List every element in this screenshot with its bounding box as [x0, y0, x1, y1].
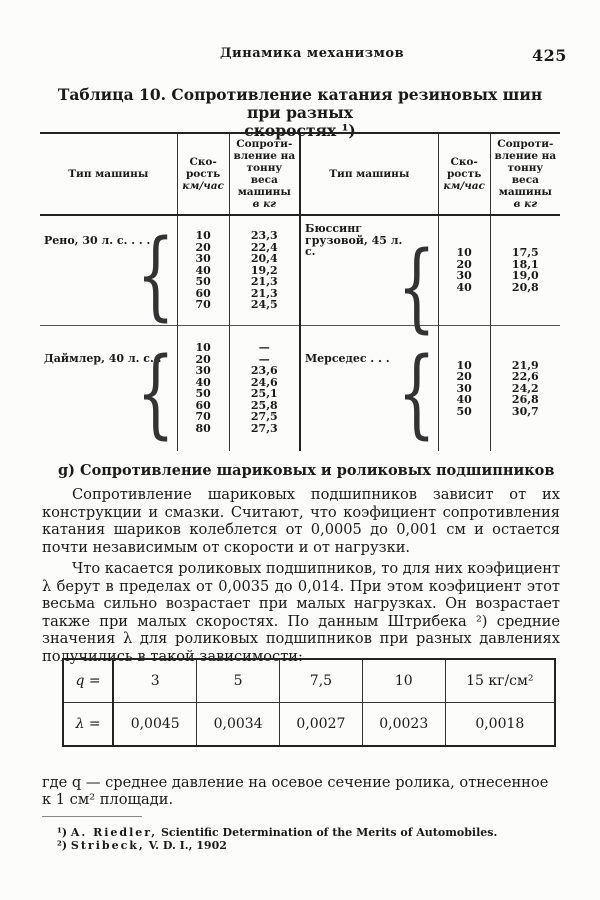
lambda-cell: 0,0018 [445, 703, 555, 747]
q-cell: 5 [197, 659, 280, 703]
resistance-values [490, 325, 560, 451]
cell: 20 [195, 352, 211, 366]
cell: 25,1 [250, 387, 278, 401]
cell: 30 [456, 381, 472, 395]
cell: 19,2 [250, 263, 278, 277]
speed-values [438, 325, 490, 451]
cell: 20,4 [250, 252, 278, 265]
cell: 50 [456, 404, 472, 418]
footnote: ²) Stribeck, V. D. I., 1902 [57, 839, 227, 852]
lambda-cell: 0,0034 [197, 703, 280, 747]
cell: 30 [195, 364, 211, 378]
cell: 40 [456, 280, 472, 294]
brace-icon: { [136, 338, 175, 450]
footnotes [57, 826, 497, 852]
cell: — [258, 341, 270, 355]
cell: 22,4 [250, 240, 278, 254]
cell: 20 [195, 240, 211, 254]
cell: 50 [195, 275, 211, 288]
cell: 19,0 [511, 269, 539, 283]
tire-resistance-table [40, 132, 560, 451]
q-cell: 10 [362, 659, 445, 703]
q-cell: 3 [113, 659, 197, 703]
table-header-row: Тип машины Ско-рость км/час Сопроти-вление на тонну веса машины в кг Тип машины Ско-рость км/час Сопроти-вление на тонну веса машины в кг [40, 133, 560, 215]
cell: 23,3 [250, 229, 278, 242]
cell: 24,6 [250, 375, 278, 389]
table-title: Таблица 10. Сопротивление катания резиновых шин при разных скоростях ¹) [57, 85, 543, 140]
q-cell: 15 кг/см² [445, 659, 555, 703]
cell: 25,8 [250, 398, 278, 412]
paragraph: Сопротивление шариковых подшипников зависит от их конструкции и смазки. Считают, что коэфициент сопротивления катания шариков колеблется от 0,0005 до 0,001 см и остается почти независимым от скорости и от нагрузки. [42, 486, 560, 556]
speed-values [177, 215, 229, 325]
q-cell: 7,5 [280, 659, 363, 703]
cell: 30 [456, 269, 472, 283]
cell: 20 [456, 257, 472, 271]
cell: 22,6 [511, 370, 539, 383]
cell: — [258, 352, 270, 366]
cell: 21,3 [250, 286, 278, 300]
section-heading: g) Сопротивление шариковых и роликовых подшипников [58, 462, 555, 479]
table-row [40, 325, 560, 451]
speed-values [438, 215, 490, 325]
machine-type: Мерседес . . . { [300, 325, 438, 451]
cell: 18,1 [511, 257, 539, 271]
cell: 70 [195, 298, 211, 311]
paragraph: Что касается роликовых подшипников, то для них коэфициент λ берут в пределах от 0,0035 до 0,014. При этом коэфициент этот весьма сильно возрастает при малых нагрузках. Он возрастает также при малых скоростях. По данным Штрибека ²) средние значения λ для роликовых подшипников при разных давлениях получились в такой зависимости: [42, 560, 561, 665]
lambda-cell: 0,0045 [113, 703, 197, 747]
speed-values [177, 325, 229, 451]
cell: 10 [195, 341, 211, 355]
cell: 27,5 [250, 410, 278, 424]
cell: 60 [195, 398, 211, 412]
cell: 40 [195, 263, 211, 277]
cell: 40 [456, 393, 472, 406]
lambda-row: λ = 0,0045 0,0034 0,0027 0,0023 0,0018 [63, 703, 555, 747]
cell: 21,3 [250, 275, 278, 288]
cell: 30 [195, 252, 211, 265]
lambda-cell: 0,0023 [362, 703, 445, 747]
running-title: Динамика механизмов [220, 46, 405, 61]
brace-icon: { [136, 220, 175, 332]
page-number: 425 [532, 46, 567, 65]
brace-icon: { [397, 338, 436, 450]
roller-bearing-table [62, 658, 556, 747]
cell: 17,5 [511, 246, 539, 260]
cell: 24,5 [250, 298, 278, 311]
brace-icon: { [397, 231, 436, 344]
cell: 24,2 [511, 381, 539, 395]
machine-type: Даймлер, 40 л. с. . { [40, 325, 177, 451]
cell: 40 [195, 375, 211, 389]
lambda-cell: 0,0027 [280, 703, 363, 747]
cell: 10 [456, 246, 472, 260]
cell: 20,8 [511, 280, 539, 294]
resistance-values [490, 215, 560, 325]
cell: 26,8 [511, 393, 539, 406]
cell: 70 [195, 410, 211, 424]
footnote-rule [42, 816, 142, 817]
footnote: ¹) A. Riedler, Scientific Determination of the Merits of Automobiles. [57, 826, 498, 839]
body-text [42, 486, 560, 665]
cell: 30,7 [511, 404, 539, 418]
cell: 23,6 [250, 364, 278, 378]
resistance-values [229, 325, 300, 451]
q-row: q = 3 5 7,5 10 15 кг/см² [63, 659, 555, 703]
cell: 60 [195, 286, 211, 300]
machine-type: Бюссинг грузовой, 45 л. с. { [300, 215, 438, 325]
cell: 27,3 [250, 421, 278, 435]
cell: 10 [195, 229, 211, 242]
explanation-text: где q — среднее давление на осевое сечение ролика, отнесенное к 1 см² площади. [42, 774, 549, 808]
cell: 80 [195, 421, 211, 435]
cell: 10 [456, 358, 472, 372]
table-row [40, 215, 560, 325]
cell: 50 [195, 387, 211, 401]
resistance-values [229, 215, 300, 325]
cell: 21,9 [511, 358, 539, 372]
machine-type: Рено, 30 л. с. . . . . { [44, 220, 175, 332]
cell: 20 [456, 370, 472, 383]
